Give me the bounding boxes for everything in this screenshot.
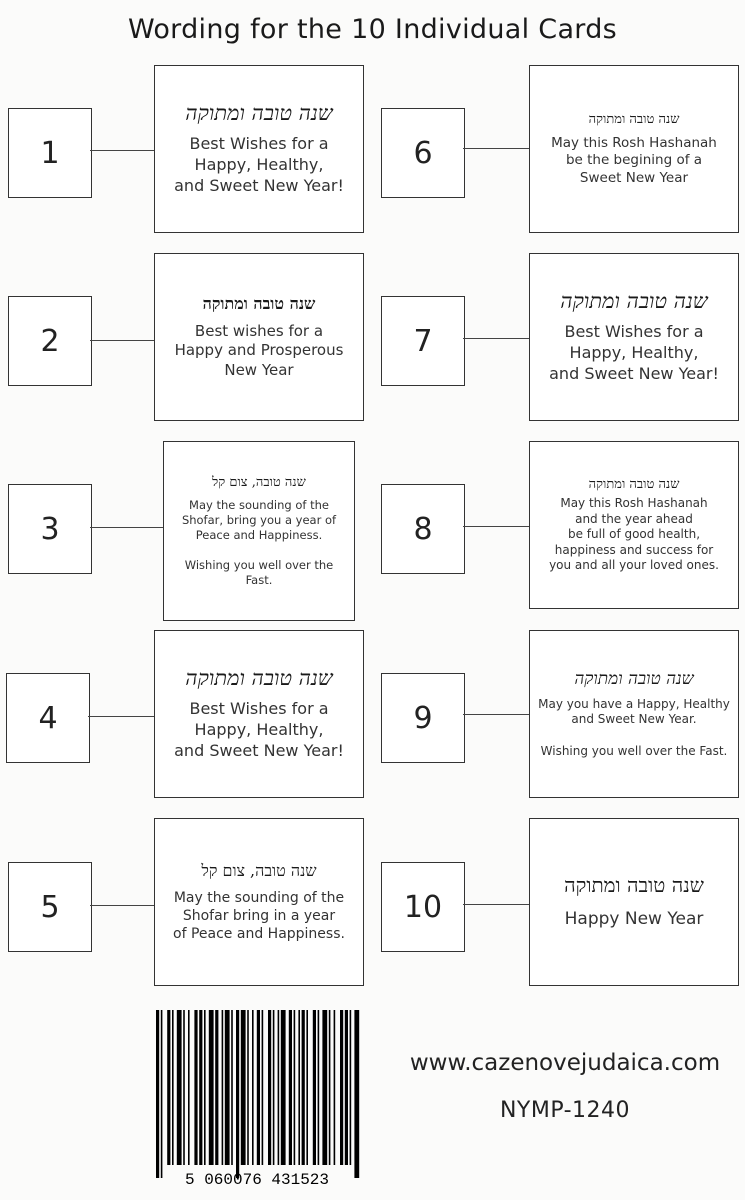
connector-line	[463, 338, 529, 339]
barcode-bar	[241, 1010, 246, 1165]
card-wording-box	[154, 630, 364, 798]
barcode-bar	[194, 1010, 197, 1165]
barcode-bar	[161, 1010, 163, 1178]
hebrew-greeting: שנה טובה ומתוקה	[185, 101, 333, 126]
hebrew-greeting: שנה טובה, צום קל	[212, 474, 306, 490]
connector-line	[463, 148, 529, 149]
card-wording-box	[154, 818, 364, 986]
barcode-bar	[306, 1010, 308, 1165]
product-code: NYMP-1240	[499, 1098, 631, 1123]
barcode-bar	[281, 1010, 286, 1165]
barcode-bar	[247, 1010, 249, 1165]
barcode-bar	[252, 1010, 254, 1165]
hebrew-greeting: שנה טובה ומתוקה	[202, 293, 316, 313]
connector-line	[90, 905, 154, 906]
connector-line	[90, 340, 154, 341]
barcode-bar	[262, 1010, 264, 1165]
barcode-bar	[268, 1010, 271, 1165]
card-number-box: 10	[381, 862, 465, 952]
card-message: Best wishes for a Happy and Prosperous New Year	[174, 321, 344, 379]
card-closing-message: Wishing you well over the Fast.	[540, 743, 728, 758]
connector-line	[463, 904, 529, 905]
card-number-box: 3	[8, 484, 92, 574]
product-barcode	[152, 1010, 362, 1188]
card-wording-box	[529, 630, 739, 798]
card-wording-box	[529, 441, 739, 609]
website-url: www.cazenovejudaica.com	[409, 1050, 721, 1076]
card-message: Best Wishes for a Happy, Healthy, and Sweet New Year!	[549, 322, 719, 383]
card-number-box: 1	[8, 108, 92, 198]
barcode-bar	[167, 1010, 170, 1165]
barcode-bar	[345, 1010, 348, 1165]
barcode-bar	[278, 1010, 280, 1165]
barcode-bar	[334, 1010, 336, 1165]
page-title: Wording for the 10 Individual Cards	[127, 14, 618, 45]
card-wording-box	[529, 65, 739, 233]
barcode-bar	[294, 1010, 296, 1165]
connector-line	[463, 714, 529, 715]
hebrew-greeting: שנה טובה, צום קל	[201, 860, 317, 880]
barcode-bar	[199, 1010, 202, 1165]
card-message: Best Wishes for a Happy, Healthy, and Sweet New Year!	[174, 134, 344, 195]
card-closing-message: Wishing you well over the Fast.	[184, 558, 334, 588]
barcode-bar	[322, 1010, 327, 1165]
barcode-bar	[289, 1010, 292, 1165]
card-wording-box	[529, 253, 739, 421]
card-message: Happy New Year	[564, 909, 704, 930]
hebrew-greeting: שנה טובה ומתוקה	[560, 289, 708, 314]
barcode-bar	[236, 1010, 239, 1178]
barcode-bar	[354, 1010, 359, 1178]
connector-line	[463, 526, 529, 527]
barcode-bar	[209, 1010, 214, 1165]
barcode-bar	[177, 1010, 182, 1165]
barcode-bars	[156, 1010, 359, 1178]
connector-line	[90, 150, 154, 151]
card-message: May the sounding of the Shofar, bring you a year of Peace and Happiness.	[181, 497, 337, 542]
hebrew-greeting: שנה טובה ומתוקה	[564, 873, 704, 898]
card-message: May this Rosh Hashanah be the begining of a Sweet New Year	[551, 134, 717, 186]
hebrew-greeting: שנה טובה ומתוקה	[588, 111, 680, 127]
connector-line	[88, 716, 154, 717]
barcode-bar	[222, 1010, 224, 1165]
connector-line	[90, 527, 163, 528]
card-message: Best Wishes for a Happy, Healthy, and Sweet New Year!	[174, 699, 344, 760]
card-message: May the sounding of the Shofar bring in a year of Peace and Happiness.	[173, 889, 345, 943]
hebrew-greeting: שנה טובה ומתוקה	[588, 477, 680, 493]
barcode-bar	[172, 1010, 174, 1165]
barcode-bar	[231, 1010, 233, 1165]
card-message: May this Rosh Hashanah and the year ahead be full of good health, happiness and success for you and all your loved ones.	[549, 496, 719, 573]
barcode-bar	[302, 1010, 305, 1165]
barcode-bar	[156, 1010, 159, 1178]
barcode-bar	[329, 1010, 331, 1165]
barcode-bar	[188, 1010, 190, 1165]
card-message: May you have a Happy, Healthy and Sweet New Year.	[538, 696, 730, 727]
card-number-box: 8	[381, 484, 465, 574]
barcode-bar	[225, 1010, 230, 1165]
barcode-bar	[318, 1010, 320, 1165]
hebrew-greeting: שנה טובה ומתוקה	[574, 668, 694, 689]
hebrew-greeting: שנה טובה ומתוקה	[185, 666, 333, 691]
card-number-box: 7	[381, 296, 465, 386]
barcode-bar	[257, 1010, 260, 1165]
card-wording-box	[529, 818, 739, 986]
card-number-box: 9	[381, 673, 465, 763]
barcode-bar	[313, 1010, 316, 1165]
card-number-box: 4	[6, 673, 90, 763]
card-wording-box	[154, 253, 364, 421]
barcode-bar	[273, 1010, 275, 1165]
barcode-digits: 5 060076 431523	[184, 1171, 330, 1188]
barcode-bar	[183, 1010, 185, 1165]
barcode-bar	[204, 1010, 206, 1165]
card-number-box: 5	[8, 862, 92, 952]
barcode-bar	[298, 1010, 300, 1165]
barcode-bar	[215, 1010, 218, 1165]
card-wording-box	[163, 441, 355, 621]
card-wording-box	[154, 65, 364, 233]
barcode-bar	[340, 1010, 343, 1165]
card-number-box: 6	[381, 108, 465, 198]
card-number-box: 2	[8, 296, 92, 386]
barcode-bar	[350, 1010, 352, 1165]
